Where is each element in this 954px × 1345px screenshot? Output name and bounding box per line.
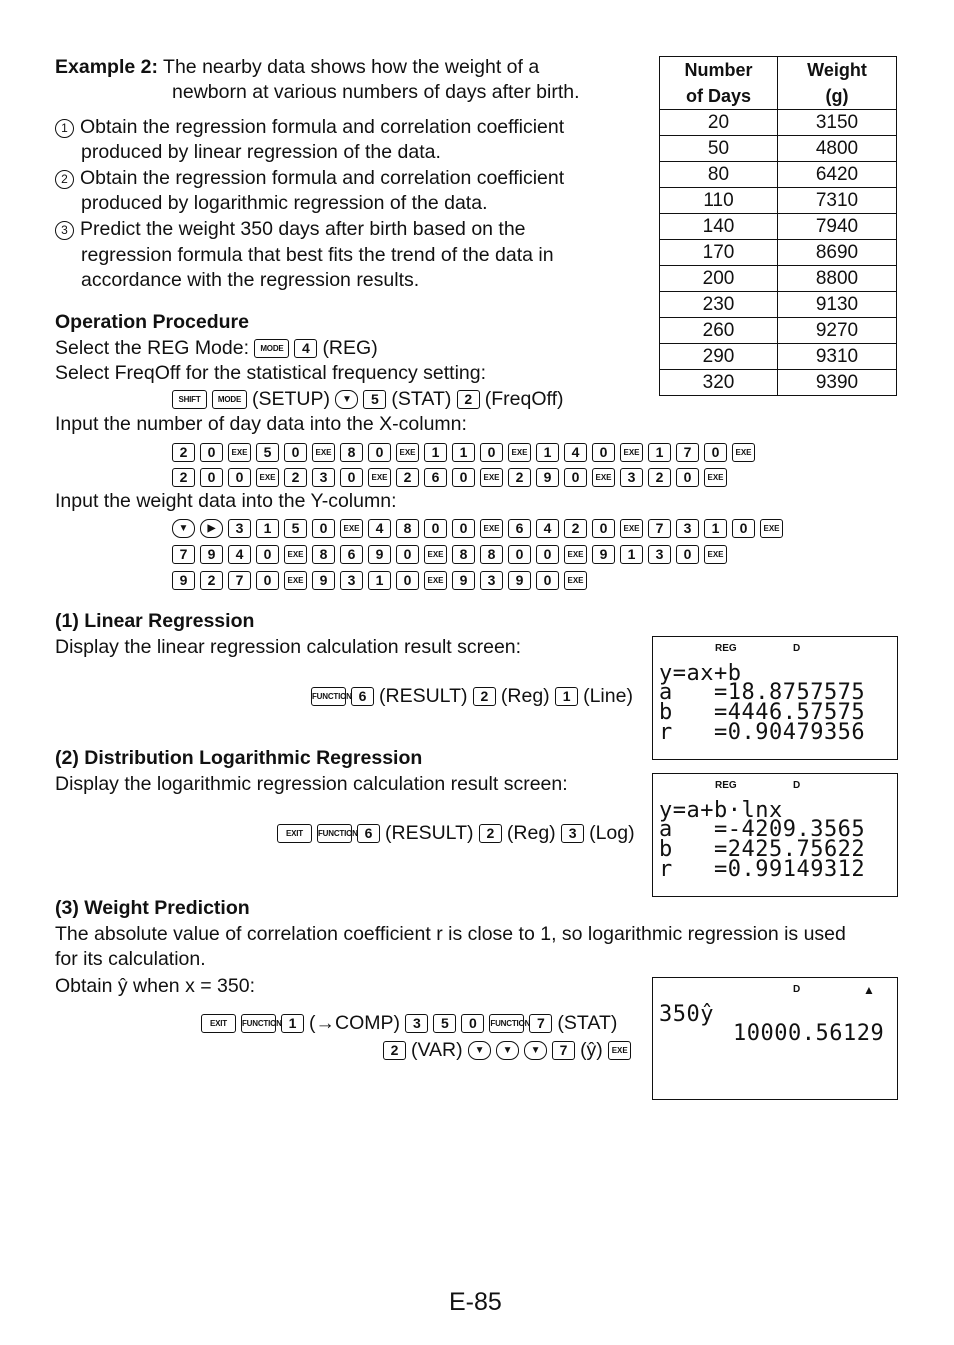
screen-line: y=a+b·lnx bbox=[659, 798, 783, 823]
item-number: 2 bbox=[55, 170, 74, 189]
key-5[interactable]: 5 bbox=[433, 1014, 456, 1033]
exe-key[interactable]: EXE bbox=[620, 519, 643, 538]
x-keys-row2 bbox=[172, 465, 732, 489]
key-7[interactable]: 7 bbox=[529, 1014, 552, 1033]
exe-key[interactable]: EXE bbox=[732, 443, 755, 462]
log-heading: (2) Distribution Logarithmic Regression bbox=[55, 747, 423, 769]
item-3: 3 Predict the weight 350 days after birth based on the bbox=[55, 217, 526, 241]
page-number: E-85 bbox=[449, 1288, 502, 1316]
key-8[interactable]: 8 bbox=[312, 545, 335, 564]
key-2[interactable]: 2 bbox=[284, 468, 307, 487]
key-2[interactable]: 2 bbox=[396, 468, 419, 487]
degree-indicator: D bbox=[793, 780, 801, 791]
key-1[interactable]: 1 bbox=[536, 443, 559, 462]
down-arrow-key[interactable]: ▼ bbox=[172, 519, 195, 538]
item-3-cont: regression formula that best fits the trend of the data in bbox=[81, 244, 554, 266]
reg-indicator: REG bbox=[715, 643, 737, 654]
days-cell: 170 bbox=[660, 240, 778, 266]
linear-keys: FUNCTION 6 (RESULT) 2 (Reg) 1 (Line) bbox=[312, 685, 633, 707]
key-0[interactable]: 0 bbox=[228, 468, 251, 487]
key-0[interactable]: 0 bbox=[256, 545, 279, 564]
key-0[interactable]: 0 bbox=[592, 443, 615, 462]
exe-key[interactable]: EXE bbox=[284, 571, 307, 590]
table-row bbox=[660, 266, 897, 292]
key-6[interactable]: 6 bbox=[340, 545, 363, 564]
key-7[interactable]: 7 bbox=[648, 519, 671, 538]
input-x-text: Input the number of day data into the X-column: bbox=[55, 413, 467, 435]
key-0[interactable]: 0 bbox=[340, 468, 363, 487]
exe-key[interactable]: EXE bbox=[396, 443, 419, 462]
key-3[interactable]: 3 bbox=[561, 824, 584, 843]
weight-cell: 9270 bbox=[778, 318, 897, 344]
screen-line: r =0.90479356 bbox=[659, 720, 866, 745]
exe-key[interactable]: EXE bbox=[592, 468, 615, 487]
key-7[interactable]: 7 bbox=[676, 443, 699, 462]
exe-key[interactable]: EXE bbox=[368, 468, 391, 487]
key-3[interactable]: 3 bbox=[228, 519, 251, 538]
exe-key[interactable]: EXE bbox=[704, 545, 727, 564]
key-2[interactable]: 2 bbox=[508, 468, 531, 487]
key-7[interactable]: 7 bbox=[552, 1041, 575, 1060]
days-cell: 20 bbox=[660, 110, 778, 136]
key-2[interactable]: 2 bbox=[473, 687, 496, 706]
key-0[interactable]: 0 bbox=[396, 545, 419, 564]
linear-heading: (1) Linear Regression bbox=[55, 610, 255, 632]
key-1[interactable]: 1 bbox=[256, 519, 279, 538]
exe-key[interactable]: EXE bbox=[704, 468, 727, 487]
key-8[interactable]: 8 bbox=[452, 545, 475, 564]
key-3[interactable]: 3 bbox=[405, 1014, 428, 1033]
key-2[interactable]: 2 bbox=[479, 824, 502, 843]
freqoff-text: Select FreqOff for the statistical frequency setting: bbox=[55, 362, 487, 384]
weight-cell: 8690 bbox=[778, 240, 897, 266]
item-2: 2 Obtain the regression formula and correlation coefficient bbox=[55, 166, 564, 190]
key-8[interactable]: 8 bbox=[480, 545, 503, 564]
key-1[interactable]: 1 bbox=[368, 571, 391, 590]
key-6[interactable]: 6 bbox=[508, 519, 531, 538]
key-2[interactable]: 2 bbox=[564, 519, 587, 538]
key-3[interactable]: 3 bbox=[312, 468, 335, 487]
screen-line: y=ax+b bbox=[659, 661, 742, 686]
key-5[interactable]: 5 bbox=[256, 443, 279, 462]
key-3[interactable]: 3 bbox=[340, 571, 363, 590]
input-y-text: Input the weight data into the Y-column: bbox=[55, 490, 397, 512]
key-2[interactable]: 2 bbox=[383, 1041, 406, 1060]
key-2[interactable]: 2 bbox=[648, 468, 671, 487]
key-0[interactable]: 0 bbox=[536, 545, 559, 564]
example-intro-line2: newborn at various numbers of days after birth. bbox=[172, 81, 580, 103]
exe-key[interactable]: EXE bbox=[424, 545, 447, 564]
example-intro: The nearby data shows how the weight of a bbox=[163, 56, 540, 78]
key-8[interactable]: 8 bbox=[396, 519, 419, 538]
key-9[interactable]: 9 bbox=[368, 545, 391, 564]
function-key[interactable]: FUNCTION bbox=[489, 1014, 524, 1033]
table-row bbox=[660, 136, 897, 162]
table-row bbox=[660, 344, 897, 370]
weight-cell: 4800 bbox=[778, 136, 897, 162]
function-key[interactable]: FUNCTION bbox=[241, 1014, 276, 1033]
exe-key[interactable]: EXE bbox=[480, 468, 503, 487]
key-0[interactable]: 0 bbox=[284, 443, 307, 462]
log-desc: Display the logarithmic regression calculation result screen: bbox=[55, 773, 568, 795]
log-result-screen bbox=[652, 773, 898, 897]
weight-cell: 7940 bbox=[778, 214, 897, 240]
key-4[interactable]: 4 bbox=[294, 339, 317, 358]
key-1[interactable]: 1 bbox=[555, 687, 578, 706]
prediction-keys-row2: 2 (VAR) ▼ ▼ ▼ 7 (ŷ) EXE bbox=[383, 1038, 636, 1062]
key-1[interactable]: 1 bbox=[648, 443, 671, 462]
key-0[interactable]: 0 bbox=[200, 468, 223, 487]
key-0[interactable]: 0 bbox=[200, 443, 223, 462]
key-0[interactable]: 0 bbox=[461, 1014, 484, 1033]
linear-result-screen bbox=[652, 636, 898, 760]
key-4[interactable]: 4 bbox=[368, 519, 391, 538]
key-1[interactable]: 1 bbox=[281, 1014, 304, 1033]
item-3-cont2: accordance with the regression results. bbox=[81, 269, 420, 291]
prediction-desc-2: for its calculation. bbox=[55, 948, 206, 970]
exe-key[interactable]: EXE bbox=[564, 545, 587, 564]
days-cell: 110 bbox=[660, 188, 778, 214]
key-6[interactable]: 6 bbox=[357, 824, 380, 843]
weight-cell: 3150 bbox=[778, 110, 897, 136]
key-3[interactable]: 3 bbox=[620, 468, 643, 487]
procedure-heading: Operation Procedure bbox=[55, 311, 249, 333]
key-9[interactable]: 9 bbox=[312, 571, 335, 590]
key-3[interactable]: 3 bbox=[676, 519, 699, 538]
up-arrow-indicator: ▲ bbox=[863, 983, 875, 997]
key-8[interactable]: 8 bbox=[340, 443, 363, 462]
weight-cell: 9390 bbox=[778, 370, 897, 396]
table-row bbox=[660, 110, 897, 136]
key-7[interactable]: 7 bbox=[172, 545, 195, 564]
item-number: 3 bbox=[55, 221, 74, 240]
key-4[interactable]: 4 bbox=[536, 519, 559, 538]
table-header-days: Number of Days bbox=[660, 57, 778, 110]
exe-key[interactable]: EXE bbox=[480, 519, 503, 538]
freqoff-keys: SHIFT MODE (SETUP) ▼ 5 (STAT) 2 (FreqOff) bbox=[172, 387, 564, 411]
days-cell: 80 bbox=[660, 162, 778, 188]
days-cell: 290 bbox=[660, 344, 778, 370]
log-keys: EXIT FUNCTION 6 (RESULT) 2 (Reg) 3 (Log) bbox=[277, 821, 635, 845]
table-header-weight: Weight (g) bbox=[778, 57, 897, 110]
data-table bbox=[659, 56, 897, 396]
exit-key[interactable]: EXIT bbox=[201, 1014, 236, 1033]
screen-result: 10000.56129 bbox=[733, 1021, 885, 1046]
key-0[interactable]: 0 bbox=[396, 571, 419, 590]
degree-indicator: D bbox=[793, 984, 801, 995]
down-arrow-key[interactable]: ▼ bbox=[335, 390, 358, 409]
item-2-cont: produced by logarithmic regression of the data. bbox=[81, 192, 488, 214]
key-4[interactable]: 4 bbox=[228, 545, 251, 564]
weight-cell: 9310 bbox=[778, 344, 897, 370]
table-row bbox=[660, 370, 897, 396]
prediction-keys-row1: EXIT FUNCTION 1 (→COMP) 3 5 0 FUNCTION 7 (STAT) bbox=[201, 1011, 617, 1035]
right-arrow-key[interactable]: ▶ bbox=[200, 519, 223, 538]
key-9[interactable]: 9 bbox=[200, 545, 223, 564]
shift-key[interactable]: SHIFT bbox=[172, 390, 207, 409]
screen-input: 350ŷ bbox=[659, 1002, 714, 1027]
exe-key[interactable]: EXE bbox=[228, 443, 251, 462]
key-0[interactable]: 0 bbox=[592, 519, 615, 538]
key-9[interactable]: 9 bbox=[172, 571, 195, 590]
prediction-result-screen bbox=[652, 977, 898, 1100]
y-keys-row2 bbox=[172, 542, 732, 566]
weight-cell: 8800 bbox=[778, 266, 897, 292]
reg-indicator: REG bbox=[715, 780, 737, 791]
days-cell: 200 bbox=[660, 266, 778, 292]
table-row bbox=[660, 214, 897, 240]
key-1[interactable]: 1 bbox=[620, 545, 643, 564]
example-intro-line1 bbox=[55, 55, 539, 79]
item-number: 1 bbox=[55, 119, 74, 138]
table-row bbox=[660, 240, 897, 266]
table-row bbox=[660, 318, 897, 344]
key-0[interactable]: 0 bbox=[368, 443, 391, 462]
key-0[interactable]: 0 bbox=[424, 519, 447, 538]
key-0[interactable]: 0 bbox=[480, 443, 503, 462]
key-9[interactable]: 9 bbox=[536, 468, 559, 487]
key-3[interactable]: 3 bbox=[480, 571, 503, 590]
degree-indicator: D bbox=[793, 643, 801, 654]
exe-key[interactable]: EXE bbox=[620, 443, 643, 462]
key-1[interactable]: 1 bbox=[452, 443, 475, 462]
exe-key[interactable]: EXE bbox=[564, 571, 587, 590]
key-6[interactable]: 6 bbox=[424, 468, 447, 487]
x-keys-row1 bbox=[172, 440, 760, 464]
down-arrow-key[interactable]: ▼ bbox=[468, 1041, 491, 1060]
exe-key[interactable]: EXE bbox=[424, 571, 447, 590]
key-0[interactable]: 0 bbox=[676, 545, 699, 564]
key-3[interactable]: 3 bbox=[648, 545, 671, 564]
down-arrow-key[interactable]: ▼ bbox=[496, 1041, 519, 1060]
key-0[interactable]: 0 bbox=[564, 468, 587, 487]
key-2[interactable]: 2 bbox=[200, 571, 223, 590]
key-1[interactable]: 1 bbox=[704, 519, 727, 538]
mode-key[interactable]: MODE bbox=[254, 339, 289, 358]
screen-line: b =4446.57575 bbox=[659, 700, 866, 725]
exe-key[interactable]: EXE bbox=[284, 545, 307, 564]
function-key[interactable]: FUNCTION bbox=[311, 687, 346, 706]
key-4[interactable]: 4 bbox=[564, 443, 587, 462]
prediction-obtain: Obtain ŷ when x = 350: bbox=[55, 975, 255, 997]
key-5[interactable]: 5 bbox=[363, 390, 386, 409]
exe-key[interactable]: EXE bbox=[760, 519, 783, 538]
days-cell: 260 bbox=[660, 318, 778, 344]
table-row bbox=[660, 162, 897, 188]
key-2[interactable]: 2 bbox=[457, 390, 480, 409]
key-2[interactable]: 2 bbox=[172, 443, 195, 462]
key-0[interactable]: 0 bbox=[508, 545, 531, 564]
key-7[interactable]: 7 bbox=[228, 571, 251, 590]
key-0[interactable]: 0 bbox=[676, 468, 699, 487]
prediction-heading: (3) Weight Prediction bbox=[55, 897, 250, 919]
weight-cell: 9130 bbox=[778, 292, 897, 318]
days-cell: 230 bbox=[660, 292, 778, 318]
key-0[interactable]: 0 bbox=[452, 468, 475, 487]
key-0[interactable]: 0 bbox=[312, 519, 335, 538]
prediction-desc-1: The absolute value of correlation coefficient r is close to 1, so logarithmic regression is used bbox=[55, 923, 846, 945]
key-9[interactable]: 9 bbox=[452, 571, 475, 590]
screen-line: a =18.8757575 bbox=[659, 680, 866, 705]
linear-desc: Display the linear regression calculation result screen: bbox=[55, 636, 522, 658]
down-arrow-key[interactable]: ▼ bbox=[524, 1041, 547, 1060]
exe-key[interactable]: EXE bbox=[312, 443, 335, 462]
key-0[interactable]: 0 bbox=[536, 571, 559, 590]
exe-key[interactable]: EXE bbox=[608, 1041, 631, 1060]
item-1: 1 Obtain the regression formula and correlation coefficient bbox=[55, 115, 564, 139]
exe-key[interactable]: EXE bbox=[256, 468, 279, 487]
example-label: Example 2: bbox=[55, 56, 158, 78]
key-9[interactable]: 9 bbox=[508, 571, 531, 590]
weight-cell: 7310 bbox=[778, 188, 897, 214]
y-keys-row1 bbox=[172, 516, 788, 540]
key-5[interactable]: 5 bbox=[284, 519, 307, 538]
screen-line: r =0.99149312 bbox=[659, 857, 866, 882]
y-keys-row3 bbox=[172, 568, 592, 592]
days-cell: 50 bbox=[660, 136, 778, 162]
exit-key[interactable]: EXIT bbox=[277, 824, 312, 843]
key-0[interactable]: 0 bbox=[452, 519, 475, 538]
item-1-cont: produced by linear regression of the data. bbox=[81, 141, 441, 163]
exe-key[interactable]: EXE bbox=[508, 443, 531, 462]
screen-line: b =2425.75622 bbox=[659, 837, 866, 862]
table-row bbox=[660, 292, 897, 318]
key-0[interactable]: 0 bbox=[732, 519, 755, 538]
key-2[interactable]: 2 bbox=[172, 468, 195, 487]
exe-key[interactable]: EXE bbox=[340, 519, 363, 538]
screen-line: a =-4209.3565 bbox=[659, 817, 866, 842]
key-0[interactable]: 0 bbox=[256, 571, 279, 590]
function-key[interactable]: FUNCTION bbox=[317, 824, 352, 843]
table-row bbox=[660, 188, 897, 214]
days-cell: 140 bbox=[660, 214, 778, 240]
days-cell: 320 bbox=[660, 370, 778, 396]
key-6[interactable]: 6 bbox=[351, 687, 374, 706]
key-9[interactable]: 9 bbox=[592, 545, 615, 564]
key-0[interactable]: 0 bbox=[704, 443, 727, 462]
key-1[interactable]: 1 bbox=[424, 443, 447, 462]
mode-key[interactable]: MODE bbox=[212, 390, 247, 409]
select-reg-line: Select the REG Mode: MODE 4 (REG) bbox=[55, 337, 378, 359]
weight-cell: 6420 bbox=[778, 162, 897, 188]
